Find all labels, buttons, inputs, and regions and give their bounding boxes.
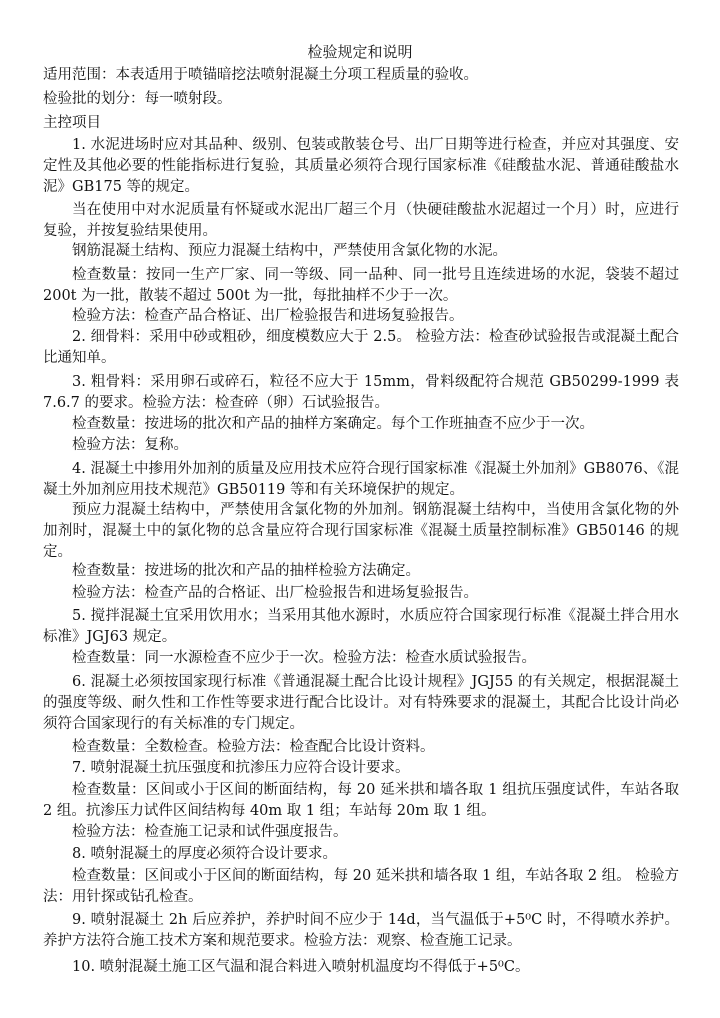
item-7-strength: 7. 喷射混凝土抗压强度和抗渗压力应符合设计要求。	[72, 760, 410, 776]
item-1-retest: 当在使用中对水泥质量有怀疑或水泥出厂超三个月（快硬硅酸盐水泥超过一个月）时，应进行复验，并按复验结果使用。	[43, 202, 679, 239]
item-4-quantity: 检查数量：按进场的批次和产品的抽样检验方法确定。	[72, 563, 420, 579]
batch-division: 检验批的划分：每一喷射段。	[43, 91, 232, 107]
item-8-thickness: 8. 喷射混凝土的厚度必须符合设计要求。	[72, 846, 337, 862]
page-title: 检验规定和说明	[307, 43, 413, 61]
item-5-water: 5. 搅拌混凝土宜采用饮用水；当采用其他水源时，水质应符合国家现行标准《混凝土拌合用水标准》JGJ63 规定。	[43, 608, 679, 645]
item-1-chloride: 钢筋混凝土结构、预应力混凝土结构中，严禁使用含氯化物的水泥。	[72, 243, 507, 259]
section-heading: 主控项目	[43, 115, 101, 131]
item-7-quantity: 检查数量：区间或小于区间的断面结构，每 20 延米拱和墙各取 1 组抗压强度试件，车站各取 2 组。抗渗压力试件区间结构每 40m 取 1 组；车站每 20m 取 1 组。	[43, 782, 679, 819]
item-5-quantity: 检查数量：同一水源检查不应少于一次。检验方法：检查水质试验报告。	[72, 650, 536, 666]
item-4-chloride: 预应力混凝土结构中，严禁使用含氯化物的外加剂。钢筋混凝土结构中，当使用含氯化物的外加剂时，混凝土中的氯化物的总含量应符合现行国家标准《混凝土质量控制标准》GB50146 的规定。	[43, 502, 679, 560]
item-1-quantity: 检查数量：按同一生产厂家、同一等级、同一品种、同一批号且连续进场的水泥，袋装不超过 200t 为一批，散装不超过 500t 为一批，每批抽样不少于一次。	[43, 267, 679, 304]
item-3-quantity: 检查数量：按进场的批次和产品的抽样方案确定。每个工作班抽查不应少于一次。	[72, 416, 594, 432]
item-6-mix-design: 6. 混凝土必须按国家现行标准《普通混凝土配合比设计规程》JGJ55 的有关规定，根据混凝土的强度等级、耐久性和工作性等要求进行配合比设计。对有特殊要求的混凝土，其配合比设计尚必须符合国家现行的有关标准的专门规定。	[43, 674, 679, 732]
item-4-admixture: 4. 混凝土中掺用外加剂的质量及应用技术应符合现行国家标准《混凝土外加剂》GB8076、《混凝土外加剂应用技术规范》GB50119 等和有关环境保护的规定。	[43, 461, 679, 498]
item-1-method: 检验方法：检查产品合格证、出厂检验报告和进场复验报告。	[72, 308, 464, 324]
item-8-quantity: 检查数量：区间或小于区间的断面结构，每 20 延米拱和墙各取 1 组，车站各取 2 组。 检验方法：用针探或钻孔检查。	[43, 868, 679, 905]
scope-paragraph: 适用范围：本表适用于喷锚暗挖法喷射混凝土分项工程质量的验收。	[43, 67, 478, 83]
item-7-method: 检验方法：检查施工记录和试件强度报告。	[72, 824, 348, 840]
item-2-fine-aggregate: 2. 细骨料：采用中砂或粗砂，细度模数应大于 2.5。 检验方法：检查砂试验报告或混凝土配合比通知单。	[43, 329, 679, 366]
item-6-quantity: 检查数量：全数检查。检验方法：检查配合比设计资料。	[72, 739, 435, 755]
item-9-curing: 9. 喷射混凝土 2h 后应养护，养护时间不应少于 14d，当气温低于+5⁰C 时，不得喷水养护。养护方法符合施工技术方案和规范要求。检验方法：观察、检查施工记录。	[43, 912, 679, 949]
item-4-method: 检验方法：检查产品的合格证、出厂检验报告和进场复验报告。	[72, 585, 478, 601]
item-3-method: 检验方法：复称。	[72, 437, 188, 453]
item-3-coarse-aggregate: 3. 粗骨料：采用卵石或碎石，粒径不应大于 15mm，骨料级配符合规范 GB50299-1999 表 7.6.7 的要求。检验方法：检查碎（卵）石试验报告。	[43, 374, 679, 411]
item-1-cement: 1. 水泥进场时应对其品种、级别、包装或散装仓号、出厂日期等进行检查，并应对其强度、安定性及其他必要的性能指标进行复验，其质量必须符合现行国家标准《硅酸盐水泥、普通硅酸盐水泥》GB175 等的规定。	[43, 137, 679, 195]
item-10-temperature: 10. 喷射混凝土施工区气温和混合料进入喷射机温度均不得低于+5⁰C。	[72, 959, 530, 975]
